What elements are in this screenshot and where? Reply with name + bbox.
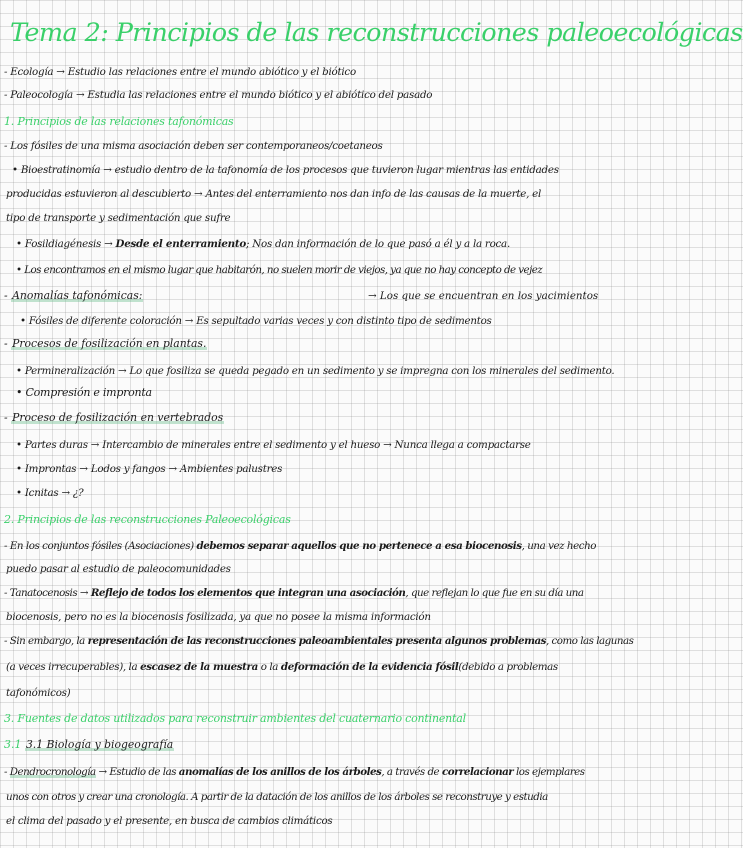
sin-embargo-line-2: (a veces irrecuperables), la escasez de la muestra o la deformación de la evidencia fósil(debido a problemas (6, 661, 558, 673)
ecologia-definition: Estudio las relaciones entre el mundo abiótico y el biótico (67, 66, 356, 78)
paleoecologia-definition: Estudia las relaciones entre el mundo biótico y el abiótico del pasado (87, 89, 433, 101)
fosildiagenesis-line: • Fosildiagénesis → Desde el enterramiento; Nos dan información de lo que pasó a él y a la roca. (16, 238, 510, 250)
dendrocronologia-line: - Dendrocronología → Estudio de las anomalías de los anillos de los árboles, a través de correlacionar los ejemplares (4, 766, 585, 778)
compresion-line: • Compresión e impronta (16, 386, 152, 399)
anomalias-heading: - Anomalías tafonómicas: (4, 289, 143, 302)
icnitas-line: • Icnitas → ¿? (16, 487, 84, 499)
dendrocronologia-line-2: unos con otros y crear una cronología. A partir de la datación de los anillos de los árboles se reconstruye y estudia (6, 791, 548, 803)
conjuntos-line: - En los conjuntos fósiles (Asociaciones) debemos separar aquellos que no pertenece a esa biocenosis, una vez hecho (4, 540, 596, 552)
anomalias-note: → Los que se encuentran en los yacimientos (368, 290, 599, 302)
bioestratinomia-term: Bioestratinomía (20, 164, 101, 176)
paleoecologia-term: Paleocología (10, 89, 73, 101)
permineralizacion-line: • Permineralización → Lo que fosiliza se queda pegado en un sedimento y se impregna con los minerales del sedimento. (16, 365, 615, 377)
conjuntos-line-2: puedo pasar al estudio de paleocomunidades (6, 563, 231, 575)
section-3-heading: 3. Fuentes de datos utilizados para reconstruir ambientes del cuaternario continental (4, 712, 466, 725)
sin-embargo-line: - Sin embargo, la representación de las reconstrucciones paleoambientales presenta algunos problemas, como las lagunas (4, 635, 634, 647)
ecologia-line: - Ecología → Estudio las relaciones entre el mundo abiótico y el biótico (4, 66, 356, 78)
procesos-vertebrados-heading: - Proceso de fosilización en vertebrados (4, 411, 224, 424)
bioestratinomia-line-2: producidas estuvieron al descubierto → Antes del enterramiento nos dan info de las causas de la muerte, el (6, 188, 542, 200)
paleoecologia-line: - Paleocología → Estudia las relaciones entre el mundo biótico y el abiótico del pasado (4, 89, 433, 101)
section-2-heading: 2. Principios de las reconstrucciones Paleoecológicas (4, 513, 291, 526)
dendrocronologia-line-3: el clima del pasado y el presente, en busca de cambios climáticos (6, 815, 333, 827)
tanatocenosis-line-2: biocenosis, pero no es la biocenosis fosilizada, ya que no posee la misma información (6, 611, 431, 623)
tanatocenosis-line: - Tanatocenosis → Reflejo de todos los elementos que integran una asociación, que reflejan lo que fue en su día una (4, 587, 584, 599)
bioestratinomia-line-3: tipo de transporte y sedimentación que sufre (6, 212, 231, 224)
subsection-3-1-heading: 3.1 3.1 Biología y biogeografía (4, 738, 174, 751)
ecologia-term: Ecología (10, 66, 54, 78)
procesos-plantas-heading: - Procesos de fosilización en plantas. (4, 337, 207, 350)
intro-line: - Los fósiles de una misma asociación deben ser contemporaneos/coetaneos (4, 140, 383, 152)
fosildiagenesis-term: Fosildiagénesis (24, 238, 102, 250)
partes-duras-line: • Partes duras → Intercambio de minerales entre el sedimento y el hueso → Nunca llega a compactarse (16, 439, 531, 451)
encontramos-line: • Los encontramos en el mismo lugar que habitarón, no suelen morir de viejos, ya que no hay concepto de vejez (16, 264, 543, 276)
page-title: Tema 2: Principios de las reconstrucciones paleoecológicas (10, 18, 743, 48)
bioestratinomia-line: • Bioestratinomía → estudio dentro de la tafonomía de los procesos que tuvieron lugar mientras las entidades (12, 164, 559, 176)
sin-embargo-line-3: tafonómicos) (6, 687, 71, 699)
section-1-heading: 1. Principios de las relaciones tafonómicas (4, 115, 234, 128)
improntas-line: • Improntas → Lodos y fangos → Ambientes palustres (16, 463, 283, 475)
fosiles-coloracion-line: • Fósiles de diferente coloración → Es sepultado varias veces y con distinto tipo de sedimentos (20, 315, 492, 327)
